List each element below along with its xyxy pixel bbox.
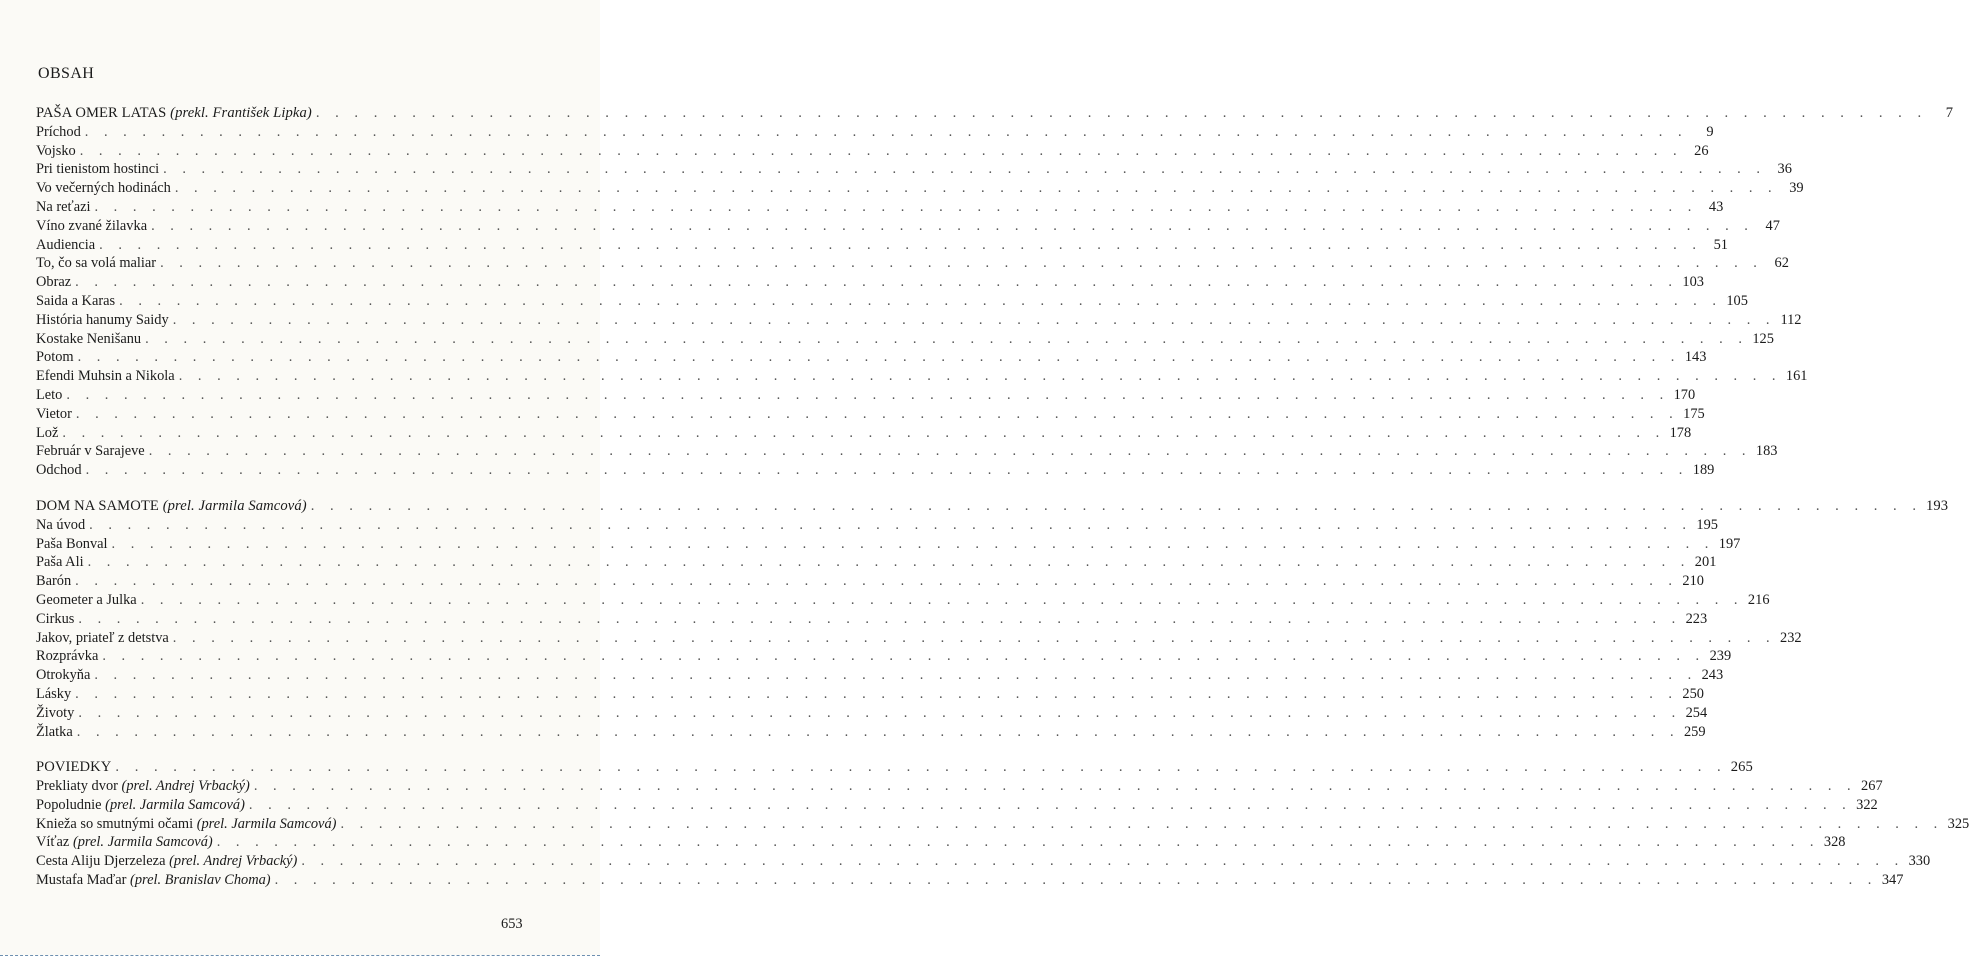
toc-entry[interactable]: [36, 871, 1904, 890]
page-number: 103: [1682, 274, 1704, 291]
leader-dots: . . . . . . . . . . . . . . . . . . . . . . . . . . . . . . . . . . . . . . . . . . . . . . . . . . . . . . . . . . . . . . . . . . . . . . . . . . . . . . . . . . . .: [274, 872, 1878, 889]
toc-entry[interactable]: [36, 666, 1724, 685]
toc-section: [36, 497, 1949, 741]
page-number: 330: [1908, 853, 1931, 870]
entry-title: Prekliaty dvor (prel. Andrej Vrbacký): [36, 778, 250, 795]
toc-entry[interactable]: [36, 405, 1705, 424]
leader-dots: . . . . . . . . . . . . . . . . . . . . . . . . . . . . . . . . . . . . . . . . . . . . . . . . . . . . . . . . . . . . . . . . . . . . . . . . . . . . . . . . . . . .: [248, 796, 1852, 813]
page-number: 239: [1709, 648, 1732, 665]
entry-title: Cirkus: [36, 610, 75, 627]
translator-credit: (prel. Jarmila Samcová): [162, 497, 307, 514]
leader-dots: . . . . . . . . . . . . . . . . . . . . . . . . . . . . . . . . . . . . . . . . . . . . . . . . . . . . . . . . . . . . . . . . . . . . . . . . . . . . . . . . . . . .: [99, 236, 1702, 253]
entry-title: Efendi Muhsin a Nikola: [36, 368, 175, 385]
page-number: 328: [1823, 834, 1846, 851]
entry-title: Leto: [36, 386, 63, 403]
toc-entry[interactable]: [36, 367, 1808, 386]
toc-section-header[interactable]: [36, 497, 1949, 516]
toc-entry[interactable]: [36, 198, 1724, 217]
page-number: 223: [1685, 610, 1708, 627]
translator-credit: (prel. Jarmila Samcová): [72, 834, 213, 851]
page-number: 36: [1777, 161, 1792, 178]
entry-title: Lož: [36, 424, 59, 441]
page-number: 47: [1765, 217, 1780, 234]
page-number: 51: [1713, 236, 1728, 253]
toc-entry[interactable]: [36, 273, 1704, 292]
leader-dots: . . . . . . . . . . . . . . . . . . . . . . . . . . . . . . . . . . . . . . . . . . . . . . . . . . . . . . . . . . . . . . . . . . . . . . . . . . . . . . . . . . . .: [62, 424, 1666, 441]
toc-entry[interactable]: [36, 236, 1728, 255]
leader-dots: . . . . . . . . . . . . . . . . . . . . . . . . . . . . . . . . . . . . . . . . . . . . . . . . . . . . . . . . . . . . . . . . . . . . . . . . . . . . . . . . . . . .: [89, 516, 1692, 533]
entry-title: Audiencia: [36, 236, 96, 253]
entry-title: Geometer a Julka: [36, 591, 137, 608]
entry-title: História hanumy Saidy: [36, 311, 169, 328]
page-bottom-edge: [0, 955, 600, 962]
leader-dots: . . . . . . . . . . . . . . . . . . . . . . . . . . . . . . . . . . . . . . . . . . . . . . . . . . . . . . . . . . . . . . . . . . . . . . . . . . . . . . . . . . . .: [115, 759, 1727, 776]
toc-entry[interactable]: [36, 348, 1707, 367]
page-number: 322: [1856, 796, 1878, 813]
page-number: 9: [1706, 123, 1714, 140]
page-number: 195: [1696, 516, 1718, 533]
entry-title: Víťaz (prel. Jarmila Samcová): [36, 834, 213, 851]
entry-title: Paša Ali: [36, 554, 84, 571]
leader-dots: . . . . . . . . . . . . . . . . . . . . . . . . . . . . . . . . . . . . . . . . . . . . . . . . . . . . . . . . . . . . . . . . . . . . . . . . . . . . . . . . . . . .: [315, 105, 1928, 121]
page-number: 210: [1682, 573, 1704, 590]
page-number: 125: [1752, 330, 1774, 347]
section-title: POVIEDKY: [36, 759, 112, 776]
leader-dots: . . . . . . . . . . . . . . . . . . . . . . . . . . . . . . . . . . . . . . . . . . . . . . . . . . . . . . . . . . . . . . . . . . . . . . . . . . . . . . . . . . . .: [94, 198, 1698, 215]
entry-title: Lásky: [36, 685, 72, 702]
toc-entry[interactable]: [36, 685, 1704, 704]
toc-entry[interactable]: [36, 723, 1706, 742]
page-number: 193: [1926, 497, 1949, 514]
page-number: 259: [1683, 723, 1706, 740]
leader-dots: . . . . . . . . . . . . . . . . . . . . . . . . . . . . . . . . . . . . . . . . . . . . . . . . . . . . . . . . . . . . . . . . . . . . . . . . . . . . . . . . . . . .: [75, 573, 1678, 590]
translator-credit: (prel. Andrej Vrbacký): [121, 778, 250, 795]
entry-title: Obraz: [36, 274, 72, 291]
leader-dots: . . . . . . . . . . . . . . . . . . . . . . . . . . . . . . . . . . . . . . . . . . . . . . . . . . . . . . . . . . . . . . . . . . . . . . . . . . . . . . . . . . . .: [119, 292, 1722, 309]
entry-title: Jakov, priateľ z detstva: [36, 629, 169, 646]
page-number: 39: [1789, 180, 1804, 197]
leader-dots: . . . . . . . . . . . . . . . . . . . . . . . . . . . . . . . . . . . . . . . . . . . . . . . . . . . . . . . . . . . . . . . . . . . . . . . . . . . . . . . . . . . .: [87, 554, 1691, 571]
leader-dots: . . . . . . . . . . . . . . . . . . . . . . . . . . . . . . . . . . . . . . . . . . . . . . . . . . . . . . . . . . . . . . . . . . . . . . . . . . . . . . . . . . . .: [111, 535, 1715, 552]
toc-entry[interactable]: [36, 572, 1704, 591]
leader-dots: . . . . . . . . . . . . . . . . . . . . . . . . . . . . . . . . . . . . . . . . . . . . . . . . . . . . . . . . . . . . . . . . . . . . . . . . . . . . . . . . . . . .: [253, 778, 1857, 795]
leader-dots: . . . . . . . . . . . . . . . . . . . . . . . . . . . . . . . . . . . . . . . . . . . . . . . . . . . . . . . . . . . . . . . . . . . . . . . . . . . . . . . . . . . .: [151, 217, 1754, 234]
leader-dots: . . . . . . . . . . . . . . . . . . . . . . . . . . . . . . . . . . . . . . . . . . . . . . . . . . . . . . . . . . . . . . . . . . . . . . . . . . . . . . . . . . . .: [140, 591, 1744, 608]
toc-entry[interactable]: [36, 777, 1883, 796]
entry-title: Saida a Karas: [36, 292, 116, 309]
leader-dots: . . . . . . . . . . . . . . . . . . . . . . . . . . . . . . . . . . . . . . . . . . . . . . . . . . . . . . . . . . . . . . . . . . . . . . . . . . . . . . . . . . . .: [216, 834, 1820, 851]
page-number: 7: [1945, 105, 1954, 121]
page-folio-number: 653: [501, 916, 523, 932]
toc-entry[interactable]: [36, 535, 1741, 554]
entry-title: Odchod: [36, 462, 82, 479]
page-number: 201: [1694, 554, 1717, 571]
leader-dots: . . . . . . . . . . . . . . . . . . . . . . . . . . . . . . . . . . . . . . . . . . . . . . . . . . . . . . . . . . . . . . . . . . . . . . . . . . . . . . . . . . . .: [78, 610, 1682, 627]
toc-entry[interactable]: [36, 461, 1715, 480]
entry-title: Kostake Nenišanu: [36, 330, 142, 347]
entry-title: Na reťazi: [36, 198, 91, 215]
page-number: 325: [1947, 815, 1969, 832]
toc-entry[interactable]: [36, 815, 1969, 834]
toc-entry[interactable]: [36, 179, 1804, 198]
entry-title: Na úvod: [36, 516, 86, 533]
leader-dots: . . . . . . . . . . . . . . . . . . . . . . . . . . . . . . . . . . . . . . . . . . . . . . . . . . . . . . . . . . . . . . . . . . . . . . . . . . . . . . . . . . . .: [75, 405, 1679, 422]
toc-entry[interactable]: [36, 311, 1802, 330]
entry-title: Mustafa Maďar (prel. Branislav Choma): [36, 872, 271, 889]
entry-title: Rozprávka: [36, 648, 99, 665]
leader-dots: . . . . . . . . . . . . . . . . . . . . . . . . . . . . . . . . . . . . . . . . . . . . . . . . . . . . . . . . . . . . . . . . . . . . . . . . . . . . . . . . . . . .: [94, 667, 1698, 684]
toc-section-header[interactable]: [36, 758, 1753, 777]
leader-dots: . . . . . . . . . . . . . . . . . . . . . . . . . . . . . . . . . . . . . . . . . . . . . . . . . . . . . . . . . . . . . . . . . . . . . . . . . . . . . . . . . . . .: [301, 853, 1905, 870]
translator-credit: (prel. Andrej Vrbacký): [169, 853, 298, 870]
translator-credit: (prel. Jarmila Samcová): [196, 815, 337, 832]
leader-dots: . . . . . . . . . . . . . . . . . . . . . . . . . . . . . . . . . . . . . . . . . . . . . . . . . . . . . . . . . . . . . . . . . . . . . . . . . . . . . . . . . . . .: [340, 815, 1944, 832]
leader-dots: . . . . . . . . . . . . . . . . . . . . . . . . . . . . . . . . . . . . . . . . . . . . . . . . . . . . . . . . . . . . . . . . . . . . . . . . . . . . . . . . . . . .: [79, 142, 1683, 159]
entry-title: Otrokyňa: [36, 667, 91, 684]
leader-dots: . . . . . . . . . . . . . . . . . . . . . . . . . . . . . . . . . . . . . . . . . . . . . . . . . . . . . . . . . . . . . . . . . . . . . . . . . . . . . . . . . . . .: [66, 386, 1670, 403]
toc-section: [36, 104, 1954, 480]
entry-title: Vo večerných hodinách: [36, 180, 171, 197]
toc-entry[interactable]: [36, 833, 1846, 852]
toc-entry[interactable]: [36, 330, 1774, 349]
page-number: 183: [1755, 443, 1778, 460]
entry-title: Životy: [36, 704, 75, 721]
section-title: DOM NA SAMOTE (prel. Jarmila Samcová): [36, 497, 307, 514]
page-number: 250: [1682, 685, 1704, 702]
toc-entry[interactable]: [36, 254, 1789, 273]
toc-entry[interactable]: [36, 796, 1878, 815]
page-number: 232: [1780, 629, 1802, 646]
page-heading: OBSAH: [38, 65, 95, 82]
leader-dots: . . . . . . . . . . . . . . . . . . . . . . . . . . . . . . . . . . . . . . . . . . . . . . . . . . . . . . . . . . . . . . . . . . . . . . . . . . . . . . . . . . . .: [75, 274, 1678, 291]
leader-dots: . . . . . . . . . . . . . . . . . . . . . . . . . . . . . . . . . . . . . . . . . . . . . . . . . . . . . . . . . . . . . . . . . . . . . . . . . . . . . . . . . . . .: [75, 685, 1678, 702]
section-title: PAŠA OMER LATAS (prekl. František Lipka): [36, 105, 312, 121]
leader-dots: . . . . . . . . . . . . . . . . . . . . . . . . . . . . . . . . . . . . . . . . . . . . . . . . . . . . . . . . . . . . . . . . . . . . . . . . . . . . . . . . . . . .: [85, 462, 1689, 479]
toc-section: [36, 758, 1969, 890]
translator-credit: (prekl. František Lipka): [170, 105, 312, 121]
page-number: 161: [1785, 368, 1808, 385]
page-number: 105: [1726, 292, 1748, 309]
leader-dots: . . . . . . . . . . . . . . . . . . . . . . . . . . . . . . . . . . . . . . . . . . . . . . . . . . . . . . . . . . . . . . . . . . . . . . . . . . . . . . . . . . . .: [172, 311, 1776, 328]
toc-section-header[interactable]: [36, 104, 1954, 123]
entry-title: Vietor: [36, 405, 72, 422]
table-of-contents: [36, 104, 1969, 907]
leader-dots: . . . . . . . . . . . . . . . . . . . . . . . . . . . . . . . . . . . . . . . . . . . . . . . . . . . . . . . . . . . . . . . . . . . . . . . . . . . . . . . . . . . .: [148, 443, 1752, 460]
page-number: 197: [1718, 535, 1741, 552]
toc-entry[interactable]: [36, 142, 1709, 161]
page-number: 175: [1683, 405, 1705, 422]
leader-dots: . . . . . . . . . . . . . . . . . . . . . . . . . . . . . . . . . . . . . . . . . . . . . . . . . . . . . . . . . . . . . . . . . . . . . . . . . . . . . . . . . . . .: [84, 123, 1688, 140]
entry-title: Príchod: [36, 123, 81, 140]
entry-title: Cesta Aliju Djerzeleza (prel. Andrej Vrbacký): [36, 853, 298, 870]
page-number: 26: [1694, 142, 1709, 159]
page-number: 254: [1685, 704, 1708, 721]
leader-dots: . . . . . . . . . . . . . . . . . . . . . . . . . . . . . . . . . . . . . . . . . . . . . . . . . . . . . . . . . . . . . . . . . . . . . . . . . . . . . . . . . . . .: [102, 648, 1706, 665]
page-number: 170: [1673, 386, 1696, 403]
page-number: 347: [1881, 872, 1904, 889]
toc-entry[interactable]: [36, 386, 1696, 405]
toc-entry[interactable]: [36, 123, 1714, 142]
leader-dots: . . . . . . . . . . . . . . . . . . . . . . . . . . . . . . . . . . . . . . . . . . . . . . . . . . . . . . . . . . . . . . . . . . . . . . . . . . . . . . . . . . . .: [178, 368, 1782, 385]
toc-entry[interactable]: [36, 591, 1770, 610]
entry-title: Február v Sarajeve: [36, 443, 145, 460]
page-number: 62: [1774, 255, 1789, 272]
toc-entry[interactable]: [36, 553, 1717, 572]
translator-credit: (prel. Branislav Choma): [130, 872, 271, 889]
toc-entry[interactable]: [36, 852, 1931, 871]
page-number: 143: [1684, 349, 1707, 366]
entry-title: Víno zvané žilavka: [36, 217, 148, 234]
toc-entry[interactable]: [36, 292, 1748, 311]
entry-title: Potom: [36, 349, 74, 366]
toc-entry[interactable]: [36, 442, 1778, 461]
page-number: 43: [1708, 198, 1724, 215]
leader-dots: . . . . . . . . . . . . . . . . . . . . . . . . . . . . . . . . . . . . . . . . . . . . . . . . . . . . . . . . . . . . . . . . . . . . . . . . . . . . . . . . . . . .: [77, 349, 1681, 366]
leader-dots: . . . . . . . . . . . . . . . . . . . . . . . . . . . . . . . . . . . . . . . . . . . . . . . . . . . . . . . . . . . . . . . . . . . . . . . . . . . . . . . . . . . .: [310, 497, 1922, 514]
entry-title: Paša Bonval: [36, 535, 108, 552]
page-number: 189: [1692, 462, 1715, 479]
toc-entry[interactable]: [36, 647, 1732, 666]
entry-title: Popoludnie (prel. Jarmila Samcová): [36, 796, 245, 813]
page-number: 267: [1861, 778, 1883, 795]
leader-dots: . . . . . . . . . . . . . . . . . . . . . . . . . . . . . . . . . . . . . . . . . . . . . . . . . . . . . . . . . . . . . . . . . . . . . . . . . . . . . . . . . . . .: [78, 704, 1682, 721]
toc-entry[interactable]: [36, 610, 1708, 629]
leader-dots: . . . . . . . . . . . . . . . . . . . . . . . . . . . . . . . . . . . . . . . . . . . . . . . . . . . . . . . . . . . . . . . . . . . . . . . . . . . . . . . . . . . .: [163, 161, 1766, 178]
page-number: 216: [1747, 591, 1770, 608]
leader-dots: . . . . . . . . . . . . . . . . . . . . . . . . . . . . . . . . . . . . . . . . . . . . . . . . . . . . . . . . . . . . . . . . . . . . . . . . . . . . . . . . . . . .: [174, 180, 1778, 197]
toc-entry[interactable]: [36, 629, 1802, 648]
translator-credit: (prel. Jarmila Samcová): [105, 796, 245, 813]
toc-entry[interactable]: [36, 704, 1708, 723]
leader-dots: . . . . . . . . . . . . . . . . . . . . . . . . . . . . . . . . . . . . . . . . . . . . . . . . . . . . . . . . . . . . . . . . . . . . . . . . . . . . . . . . . . . .: [160, 255, 1763, 272]
toc-entry[interactable]: [36, 160, 1792, 179]
leader-dots: . . . . . . . . . . . . . . . . . . . . . . . . . . . . . . . . . . . . . . . . . . . . . . . . . . . . . . . . . . . . . . . . . . . . . . . . . . . . . . . . . . . .: [172, 629, 1776, 646]
toc-entry[interactable]: [36, 424, 1692, 443]
toc-entry[interactable]: [36, 217, 1780, 236]
entry-title: Vojsko: [36, 142, 76, 159]
leader-dots: . . . . . . . . . . . . . . . . . . . . . . . . . . . . . . . . . . . . . . . . . . . . . . . . . . . . . . . . . . . . . . . . . . . . . . . . . . . . . . . . . . . .: [76, 723, 1680, 740]
entry-title: Pri tienistom hostinci: [36, 161, 160, 178]
leader-dots: . . . . . . . . . . . . . . . . . . . . . . . . . . . . . . . . . . . . . . . . . . . . . . . . . . . . . . . . . . . . . . . . . . . . . . . . . . . . . . . . . . . .: [145, 330, 1748, 347]
entry-title: Žlatka: [36, 723, 73, 740]
toc-entry[interactable]: [36, 516, 1718, 535]
page-number: 178: [1669, 424, 1692, 441]
page-number: 265: [1730, 759, 1753, 776]
entry-title: To, čo sa volá maliar: [36, 255, 157, 272]
entry-title: Barón: [36, 573, 72, 590]
page-number: 112: [1780, 311, 1802, 328]
entry-title: Knieža so smutnými očami (prel. Jarmila Samcová): [36, 815, 337, 832]
page-number: 243: [1701, 667, 1724, 684]
